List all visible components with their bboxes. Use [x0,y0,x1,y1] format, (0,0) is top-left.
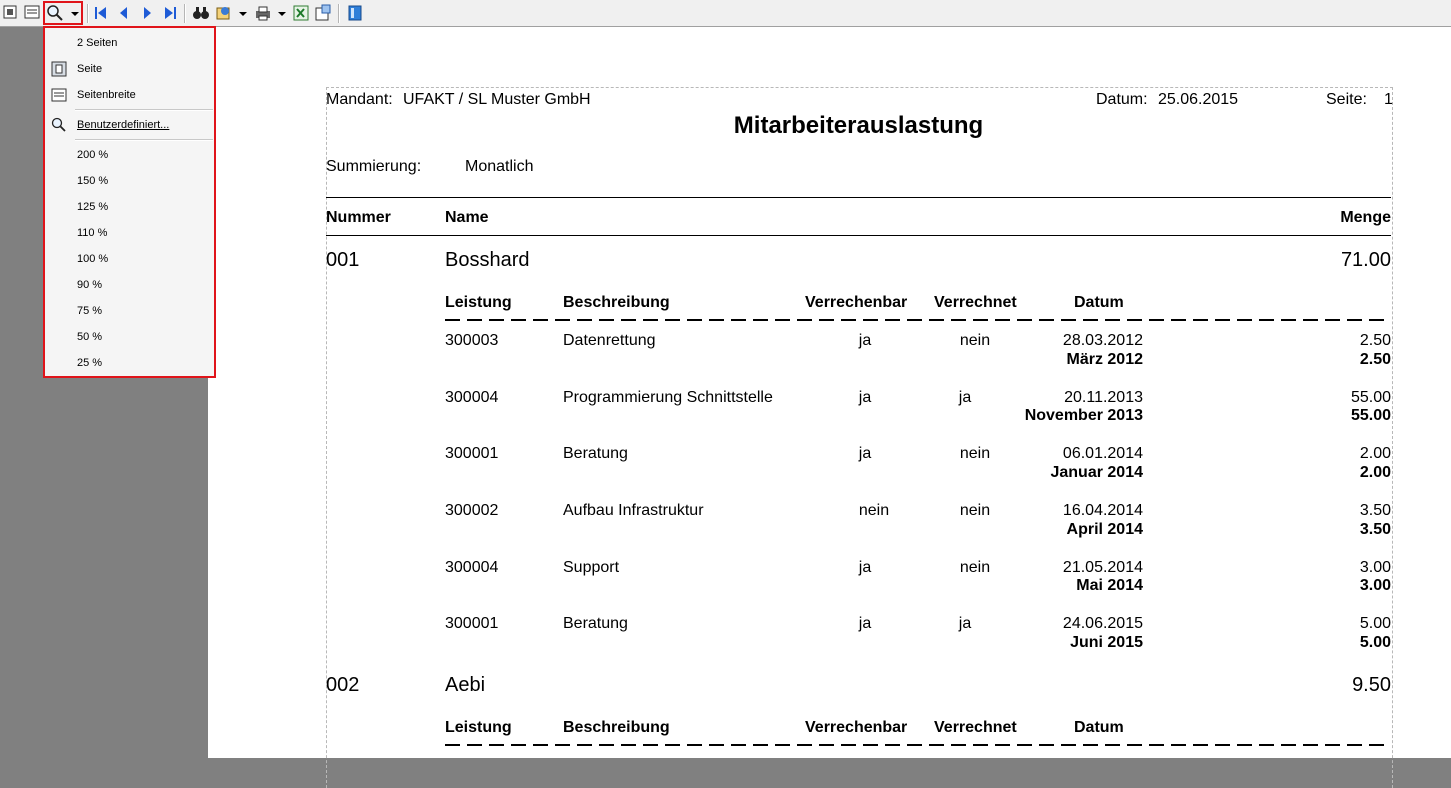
menu-item-custom[interactable]: Benutzerdefiniert... [45,114,214,136]
row-leistung: 300002 [445,502,499,519]
employee-name: Aebi [445,674,486,696]
datum-value: 25.06.2015 [1158,91,1239,108]
row-beschreibung: Beratung [563,615,628,632]
row-datum: 06.01.2014 [1062,445,1143,462]
page-view-icon[interactable] [2,4,20,22]
row-menge: 3.00 [1359,559,1391,576]
datum-label: Datum: [1096,91,1148,108]
row-leistung: 300004 [445,559,499,576]
zoom-icon [51,117,67,133]
row-month-sum: 3.50 [1359,521,1391,538]
next-page-icon[interactable] [138,4,156,22]
sub-header-verrechenbar: Verrechenbar [805,294,908,311]
page-width-icon[interactable] [24,4,42,22]
row-month-sum: 55.00 [1350,407,1391,424]
row-verrechnet: nein [959,445,991,462]
row-leistung: 300001 [445,445,499,462]
sub-header-dash-line [445,319,1391,321]
row-month-label: Juni 2015 [1070,634,1143,651]
row-month-label: April 2014 [1066,521,1143,538]
page-width-icon [51,87,67,103]
last-page-icon[interactable] [161,4,179,22]
seite-value: 1 [1384,91,1393,108]
zoom-highlight-box [43,1,83,25]
menu-separator [75,139,213,141]
sub-header-beschreibung: Beschreibung [563,294,670,311]
row-month-sum: 2.00 [1359,464,1391,481]
sub-header-verrechnet: Verrechnet [934,719,1017,736]
header-bottom-line [326,235,1391,236]
employee-total: 9.50 [1352,674,1391,696]
row-month-label: Mai 2014 [1076,577,1143,594]
menu-item-zoom-200[interactable]: 200 % [77,149,109,161]
employee-name: Bosshard [445,249,530,271]
page-view-icon [51,61,67,77]
menu-separator [75,109,213,111]
menu-item-page[interactable]: Seite [45,58,214,80]
row-month-label: November 2013 [1024,407,1143,424]
row-month-sum: 5.00 [1359,634,1391,651]
menu-item-page-width[interactable]: Seitenbreite [45,84,214,106]
sub-header-leistung: Leistung [445,719,512,736]
preview-toolbar [0,0,1451,27]
row-datum: 21.05.2014 [1062,559,1143,576]
row-menge: 2.50 [1359,332,1391,349]
print-icon[interactable] [254,4,272,22]
menu-item-zoom-125[interactable]: 125 % [77,201,109,213]
row-verrechenbar: ja [858,445,872,462]
first-page-icon[interactable] [92,4,110,22]
seite-label: Seite: [1326,91,1367,108]
header-top-line [326,197,1391,198]
summierung-value: Monatlich [465,158,534,175]
row-verrechenbar: ja [858,559,872,576]
page-setup-icon[interactable] [314,4,332,22]
print-area-border [326,87,1393,788]
row-menge: 5.00 [1359,615,1391,632]
row-month-sum: 2.50 [1359,351,1391,368]
row-menge: 55.00 [1350,389,1391,406]
row-verrechenbar: nein [858,502,890,519]
menu-item-two-pages[interactable]: 2 Seiten [77,37,118,49]
sub-header-leistung: Leistung [445,294,512,311]
row-datum: 28.03.2012 [1062,332,1143,349]
sub-header-datum: Datum [1074,719,1124,736]
sub-header-beschreibung: Beschreibung [563,719,670,736]
menu-item-zoom-50[interactable]: 50 % [77,331,103,343]
find-icon[interactable] [192,4,210,22]
row-verrechnet: nein [959,502,991,519]
row-beschreibung: Beratung [563,445,628,462]
menu-item-zoom-75[interactable]: 75 % [77,305,103,317]
row-menge: 3.50 [1359,502,1391,519]
menu-item-zoom-150[interactable]: 150 % [77,175,109,187]
row-month-sum: 3.00 [1359,577,1391,594]
row-verrechnet: ja [958,389,972,406]
report-title: Mitarbeiterauslastung [733,112,984,139]
sub-header-dash-line [445,744,1391,746]
row-verrechnet: nein [959,559,991,576]
row-leistung: 300004 [445,389,499,406]
row-leistung: 300001 [445,615,499,632]
menu-item-zoom-100[interactable]: 100 % [77,253,109,265]
toolbar-separator [87,4,89,23]
row-verrechnet: nein [959,332,991,349]
employee-total: 71.00 [1340,249,1391,271]
summierung-label: Summierung: [326,158,422,175]
row-datum: 20.11.2013 [1064,389,1143,406]
menu-item-zoom-110[interactable]: 110 % [77,227,108,239]
row-datum: 16.04.2014 [1062,502,1143,519]
row-verrechenbar: ja [858,389,872,406]
print-dropdown-arrow[interactable] [277,4,287,22]
report-page [208,27,1451,758]
col-header-menge: Menge [1340,209,1391,226]
sub-header-verrechenbar: Verrechenbar [805,719,908,736]
row-month-label: März 2012 [1066,351,1143,368]
employee-number: 002 [326,674,360,696]
toolbar-separator [338,4,340,23]
row-verrechenbar: ja [858,332,872,349]
row-month-label: Januar 2014 [1050,464,1143,481]
sub-header-datum: Datum [1074,294,1124,311]
row-beschreibung: Aufbau Infrastruktur [563,502,704,519]
employee-number: 001 [326,249,360,271]
row-beschreibung: Support [563,559,620,576]
col-header-name: Name [445,209,489,226]
row-verrechenbar: ja [858,615,872,632]
export-icon[interactable] [215,4,233,22]
sub-header-verrechnet: Verrechnet [934,294,1017,311]
row-verrechnet: ja [958,615,972,632]
toolbar-separator [184,4,186,23]
row-datum: 24.06.2015 [1062,615,1143,632]
menu-item-zoom-90[interactable]: 90 % [77,279,103,291]
close-preview-icon[interactable] [346,4,364,22]
previous-page-icon[interactable] [115,4,133,22]
row-beschreibung: Programmierung Schnittstelle [563,389,773,406]
menu-item-zoom-25[interactable]: 25 % [77,357,103,369]
row-beschreibung: Datenrettung [563,332,656,349]
row-leistung: 300003 [445,332,499,349]
row-menge: 2.00 [1359,445,1391,462]
export-dropdown-arrow[interactable] [238,4,248,22]
mandant-label: Mandant: [326,91,393,108]
zoom-dropdown-menu [43,26,216,378]
col-header-nummer: Nummer [326,209,391,226]
mandant-value: UFAKT / SL Muster GmbH [403,91,591,108]
excel-export-icon[interactable] [292,4,310,22]
